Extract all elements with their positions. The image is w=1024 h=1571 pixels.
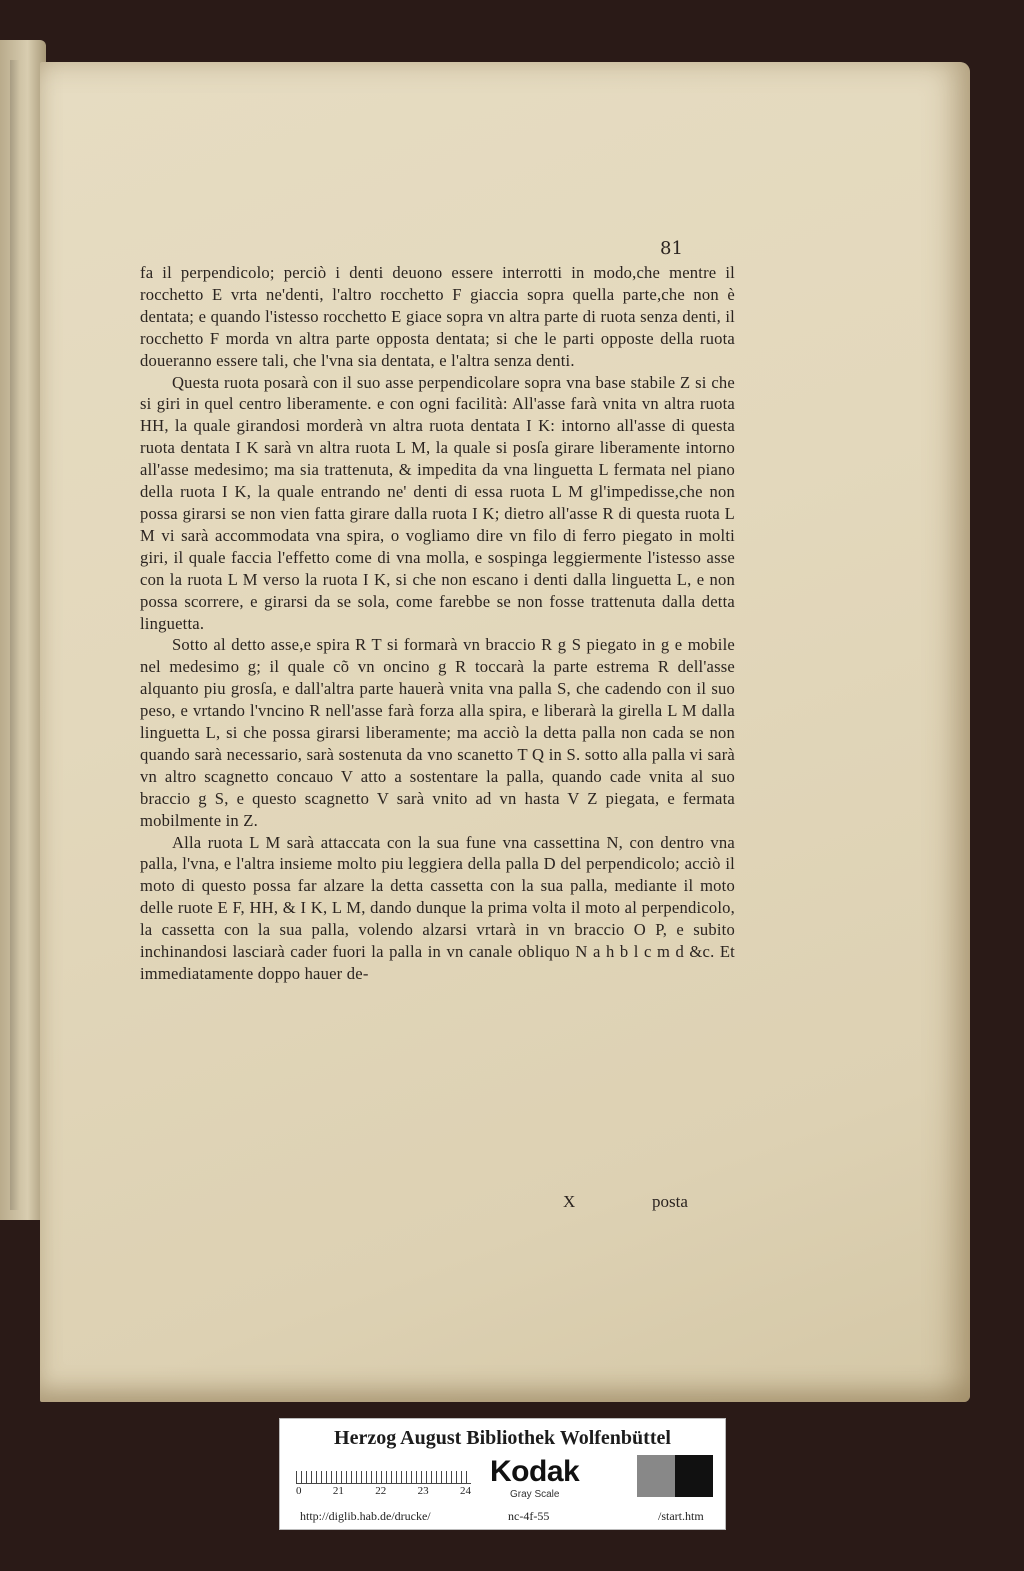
gray-swatch: [637, 1455, 675, 1497]
shelfmark: nc-4f-55: [508, 1509, 550, 1523]
paragraph-3: Sotto al detto asse,e spira R T si formarà vn braccio R g S piegato in g e mobile nel medesimo g; il quale cõ vn oncino g R toccarà la parte estrema R dell'asse alquanto piu grosſa, e dall'altra parte hauerà vnita vna palla S, che cadendo con il suo peso, e vrtando l'vncino R nell'asse farà forza alla spira, e liberarà la girella L M dalla linguetta L, si che possa girarsi liberamente; ma acciò la detta palla non cada se non quando sarà necessario, sarà sostenuta da vno scanetto T Q in S. sotto alla palla vi sarà vn altro scagnetto concauo V atto a sostentare la palla, quando cade vnita al suo braccio g S, e questo scagnetto V sarà vnito ad vn hasta V Z piegata, e fermata mobilmente in Z.: [140, 635, 735, 830]
start-path: /start.htm: [658, 1509, 704, 1523]
ruler-label: 24: [460, 1485, 471, 1497]
page-number: 81: [660, 238, 683, 259]
paragraph-1: fa il perpendicolo; perciò i denti deuono essere interrotti in modo,che mentre il rocchetto E vrta ne'denti, l'altro rocchetto F giaccia sopra quella parte,che non è dentata; e quando l'istesso rocchetto E giace sopra vn altra parte di ruota senza denti, il rocchetto F morda vn altra parte opposta dentata; si che le parti opposte della ruota doueranno essere tali, che l'vna sia dentata, e l'altra senza denti.: [140, 263, 735, 370]
black-swatch: [675, 1455, 713, 1497]
kodak-logo: Kodak: [490, 1455, 580, 1488]
ruler-label: 21: [332, 1485, 344, 1497]
library-name: Herzog August Bibliothek Wolfenbüttel: [334, 1427, 671, 1449]
catchword: posta: [652, 1192, 688, 1211]
gray-scale-label: Gray Scale: [510, 1489, 560, 1500]
scale-ruler: [296, 1459, 471, 1484]
library-url: http://diglib.hab.de/drucke/: [300, 1509, 431, 1523]
paragraph-2: Questa ruota posarà con il suo asse perpendicolare sopra vna base stabile Z si che si giri in quel centro liberamente. e con ogni facilità: All'asse farà vnita vn altra ruota HH, la quale girandosi morderà vn altra ruota dentata I K: intorno all'asse di questa ruota dentata I K sarà vn altra ruota L M, la quale si posſa girare liberamente intorno all'asse medesimo; ma sia trattenuta, & impedita da vna linguetta L fermata nel piano della ruota I K, la quale entrando ne' denti di essa ruota L M gl'impedisse,che non possa girarsi se non vien fatta girare dalla ruota I K; dietro all'asse R di questa ruota L M vi sarà accommodata vna spira, o vogliamo dire vn filo di ferro piegato in molti giri, il quale faccia l'effetto come di vna molla, e sospinga leggiermente l'istesso asse con la ruota L M verso la ruota I K, si che non escano i denti dalla linguetta L, e non possa scorrere, e girarsi da se sola, come farebbe se non fosse trattenuta dalla detta linguetta.: [140, 372, 735, 633]
paragraph-4: Alla ruota L M sarà attaccata con la sua fune vna cassettina N, con dentro vna palla, l'vna, e l'altra insieme molto piu leggiera della palla D del perpendicolo; acciò il moto di questo possa far alzare la detta cassetta con la sua palla, mediante il moto delle ruote E F, HH, & I K, L M, dando dunque la prima volta il moto al perpendicolo, la cassetta con la sua palla, volendo alzarsi vrtarà in vn braccio O P, e subito inchinandosi lasciarà cader fuori la palla in vn canale obliquo N a h b l c m d &c. Et immediatamente doppo hauer de-: [140, 832, 735, 983]
library-color-card: [279, 1418, 726, 1530]
ruler-labels: [296, 1485, 471, 1497]
body-text: [140, 262, 735, 985]
ruler-label: 23: [417, 1485, 429, 1497]
ruler-label: 0: [296, 1485, 302, 1497]
signature-mark: X: [563, 1192, 576, 1211]
ruler-label: 22: [375, 1485, 387, 1497]
facing-page-shadow: [10, 60, 20, 1210]
